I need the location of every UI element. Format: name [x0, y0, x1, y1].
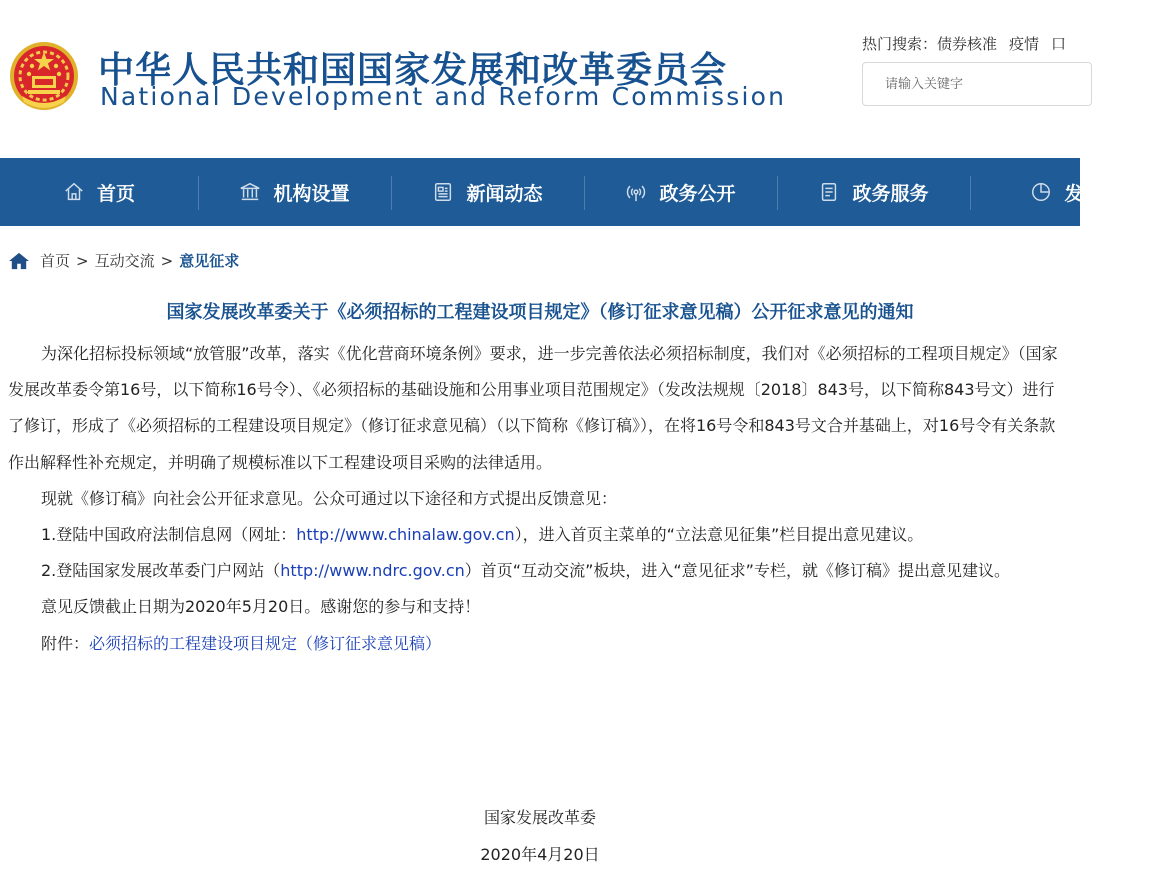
nav-item-development[interactable]: [970, 158, 1163, 226]
attachment-label: 附件：: [41, 633, 90, 653]
ndrc-link[interactable]: http://www.ndrc.gov.cn: [280, 561, 465, 581]
nav-item-home[interactable]: [0, 158, 198, 226]
article-list-item: [8, 517, 1068, 553]
hot-search-label: 热门搜索：: [862, 35, 938, 53]
chinalaw-link[interactable]: http://www.chinalaw.gov.cn: [296, 525, 515, 545]
home-icon: [63, 181, 85, 203]
attachment: [8, 626, 1068, 662]
nav-item-label: 首页: [96, 182, 135, 205]
breadcrumb: [8, 250, 239, 271]
broadcast-icon: [625, 181, 647, 203]
site-header: [0, 0, 1080, 158]
national-emblem-icon[interactable]: [8, 40, 80, 112]
search-input[interactable]: [862, 62, 1092, 106]
breadcrumb-separator: >: [160, 251, 174, 270]
news-icon: [432, 181, 454, 203]
signer: 国家发展改革委: [483, 808, 596, 827]
building-icon: [239, 181, 261, 203]
article-paragraph: 现就《修订稿》向社会公开征求意见。公众可通过以下途径和方式提出反馈意见：: [41, 488, 618, 508]
nav-item-news[interactable]: [391, 158, 584, 226]
hot-keyword-link[interactable]: 口: [1051, 35, 1067, 53]
nav-item-label: 政务服务: [852, 182, 929, 205]
article-body: [8, 336, 1068, 662]
hot-keyword-link[interactable]: 疫情: [1009, 35, 1040, 53]
breadcrumb-home-link[interactable]: 首页: [40, 252, 71, 270]
article-title: 国家发展改革委关于《必须招标的工程建设项目规定》（修订征求意见稿）公开征求意见的通知: [166, 302, 914, 323]
item-text: ）首页“互动交流”板块，进入“意见征求”专栏，就《修订稿》提出意见建议。: [464, 561, 1010, 581]
attachment-link[interactable]: 必须招标的工程建设项目规定（修订征求意见稿）: [89, 633, 442, 653]
item-text: 2.登陆国家发展改革委门户网站（: [41, 561, 281, 581]
document-icon: [818, 181, 840, 203]
nav-item-label: 发改: [1064, 182, 1103, 205]
breadcrumb-current[interactable]: 意见征求: [179, 252, 240, 270]
article-paragraph: 为深化招标投标领域“放管服”改革，落实《优化营商环境条例》要求，进一步完善依法必须招标制度，我们对《必须招标的工程项目规定》（国家发展改革委令第16号，以下简称16号令）、《必须招标的基础设施和公用事业项目范围规定》（发改法规规〔2018〕843号，以下简称843号文）进行了修订，形成了《必须招标的工程建设项目规定》（修订征求意见稿）（以下简称《修订稿》），在将16号令和843号文合并基础上，对16号令有关条款作出解释性补充规定，并明确了规模标准以下工程建设项目采购的法律适用。: [8, 344, 1058, 472]
item-text: ），进入首页主菜单的“立法意见征集”栏目提出意见建议。: [514, 525, 924, 545]
breadcrumb-separator: >: [76, 251, 89, 270]
hot-keyword-link[interactable]: 债券核准: [937, 35, 998, 53]
nav-item-gov-affairs[interactable]: [584, 158, 777, 226]
main-nav: [0, 158, 1103, 226]
nav-item-label: 新闻动态: [466, 182, 543, 205]
item-text: 1.登陆中国政府法制信息网（网址：: [41, 525, 297, 545]
nav-item-gov-services[interactable]: [777, 158, 970, 226]
breadcrumb-level2-link[interactable]: 互动交流: [94, 252, 155, 270]
nav-item-label: 机构设置: [273, 182, 350, 205]
hot-search: [862, 33, 1078, 54]
publish-date: 2020年4月20日: [480, 845, 600, 864]
article-paragraph: 意见反馈截止日期为2020年5月20日。感谢您的参与和支持！: [41, 597, 481, 617]
nav-item-organization[interactable]: [198, 158, 391, 226]
site-title-cn[interactable]: 中华人民共和国国家发展和改革委员会: [98, 50, 728, 91]
pie-chart-icon: [1030, 181, 1052, 203]
nav-item-label: 政务公开: [659, 182, 736, 205]
home-icon[interactable]: [8, 252, 30, 270]
site-title-en[interactable]: National Development and Reform Commission: [100, 82, 787, 111]
article-list-item: [8, 553, 1068, 589]
